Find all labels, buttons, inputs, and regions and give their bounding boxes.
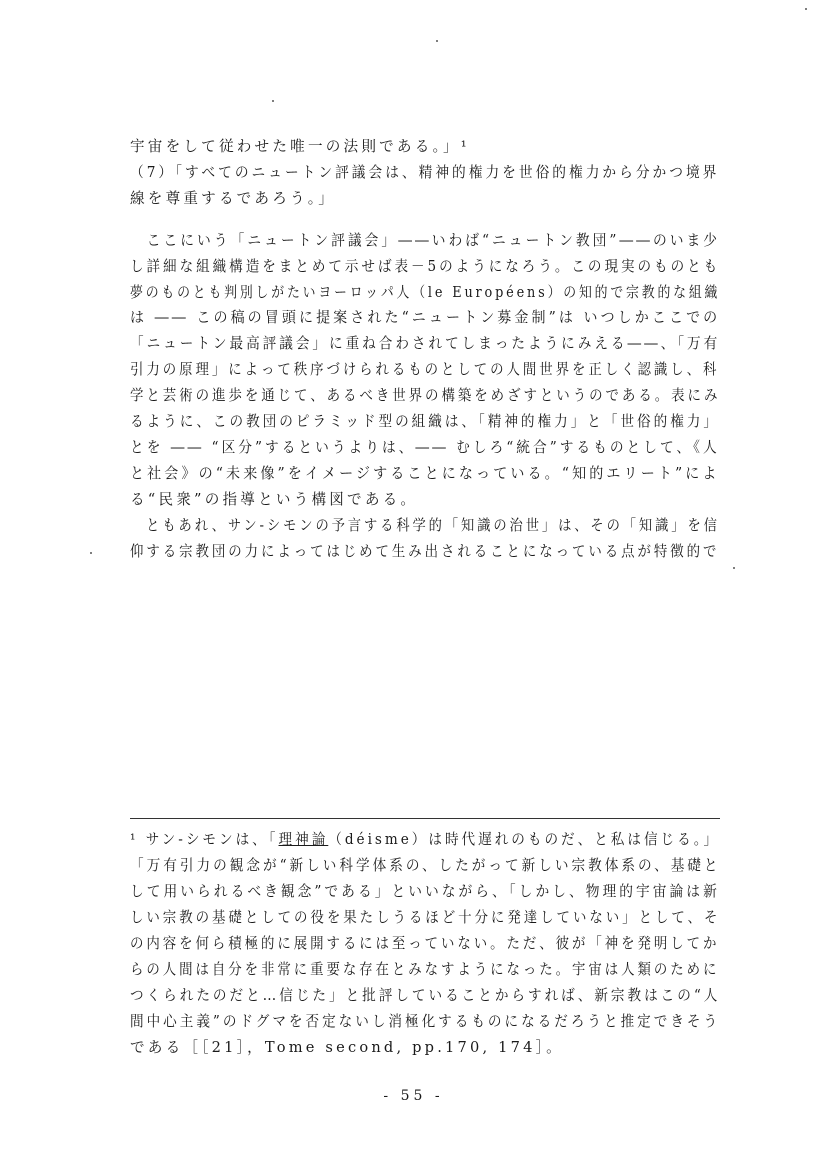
- body-line: 線を尊重するであろう。」: [130, 190, 337, 207]
- footnote-line: である［［21］，Tome second, pp.170, 174］。: [130, 1039, 564, 1056]
- body-line: ここにいう「ニュートン評議会」――いわば“ニュートン教団”――のいま少: [130, 232, 720, 249]
- body-line: 「ニュートン最高評議会」に重ね合わされてしまったようにみえる――、「万有: [130, 335, 721, 352]
- body-line: 学と芸術の進歩を通じて、あるべき世界の構築をめざすというのである。表にみ: [130, 387, 721, 404]
- footnote-first-line: [130, 830, 721, 850]
- scan-speck: [90, 552, 92, 554]
- body-line: るように、この教団のピラミッド型の組織は、「精神的権力」と「世俗的権力」: [130, 413, 720, 430]
- page-number: - 55 -: [383, 1088, 444, 1104]
- scan-speck: [805, 8, 807, 10]
- footnote-line: 間中心主義”のドグマを否定ないし消極化するものになるだろうと推定できそう: [130, 1013, 721, 1030]
- body-line: は ―― この稿の冒頭に提案された“ニュートン募金制”は いつしかここでの: [130, 309, 721, 326]
- body-line: （7）「すべてのニュートン評議会は、精神的権力を世俗的権力から分かつ境界: [130, 164, 720, 181]
- footnote-line: 「万有引力の観念が“新しい科学体系の、したがって新しい宗教体系の、基礎と: [130, 857, 721, 874]
- scan-speck: [733, 567, 735, 569]
- body-line: る“民衆”の指導という構図である。: [130, 491, 419, 508]
- footnote-line: して用いられるべき観念”である」といいながら、「しかし、物理的宇宙論は新: [130, 883, 720, 900]
- scan-speck: [272, 100, 274, 102]
- scan-speck: [436, 40, 438, 42]
- body-line: とを ―― “区分”するというよりは、―― むしろ“統合”するものとして、《人: [130, 439, 720, 456]
- footnote-line: らの人間は自分を非常に重要な存在とみなすようになった。宇宙は人類のために: [130, 961, 720, 978]
- footnote-tail: （déisme）は時代遅れのものだ、と私は信じる。」: [328, 831, 721, 848]
- body-line: 夢のものとも判別しがたいヨーロッパ人（le Européens）の知的で宗教的な組織: [130, 284, 721, 301]
- footnote-line: の内容を何ら積極的に展開するには至っていない。ただ、彼が「神を発明してか: [130, 935, 720, 952]
- body-line: 仰する宗教団の力によってはじめて生み出されることになっている点が特徴的で: [130, 543, 720, 560]
- footnote-lead: サン-シモンは、「: [138, 831, 279, 848]
- footnote-term: 理神論: [278, 831, 329, 848]
- footnote-separator: [130, 818, 720, 819]
- body-line: 宇宙をして従わせた唯一の法則である。」¹: [130, 138, 470, 155]
- footnote-line: しい宗教の基礎としての役を果たしうるほど十分に発達していない」として、そ: [130, 909, 721, 926]
- body-line: 引力の原理」によって秩序づけられるものとしての人間世界を正しく認識し、科: [130, 361, 720, 378]
- body-line: と社会》の“未来像”をイメージすることになっている。“知的エリート”によ: [130, 465, 720, 482]
- footnote-marker: ¹: [130, 831, 139, 848]
- body-line: し詳細な組織構造をまとめて示せば表－5のようになろう。この現実のものとも: [130, 258, 721, 275]
- footnote-line: つくられたのだと…信じた」と批評していることからすれば、新宗教はこの“人: [130, 987, 721, 1004]
- body-line: ともあれ、サン-シモンの予言する科学的「知識の治世」は、その「知識」を信: [130, 517, 720, 534]
